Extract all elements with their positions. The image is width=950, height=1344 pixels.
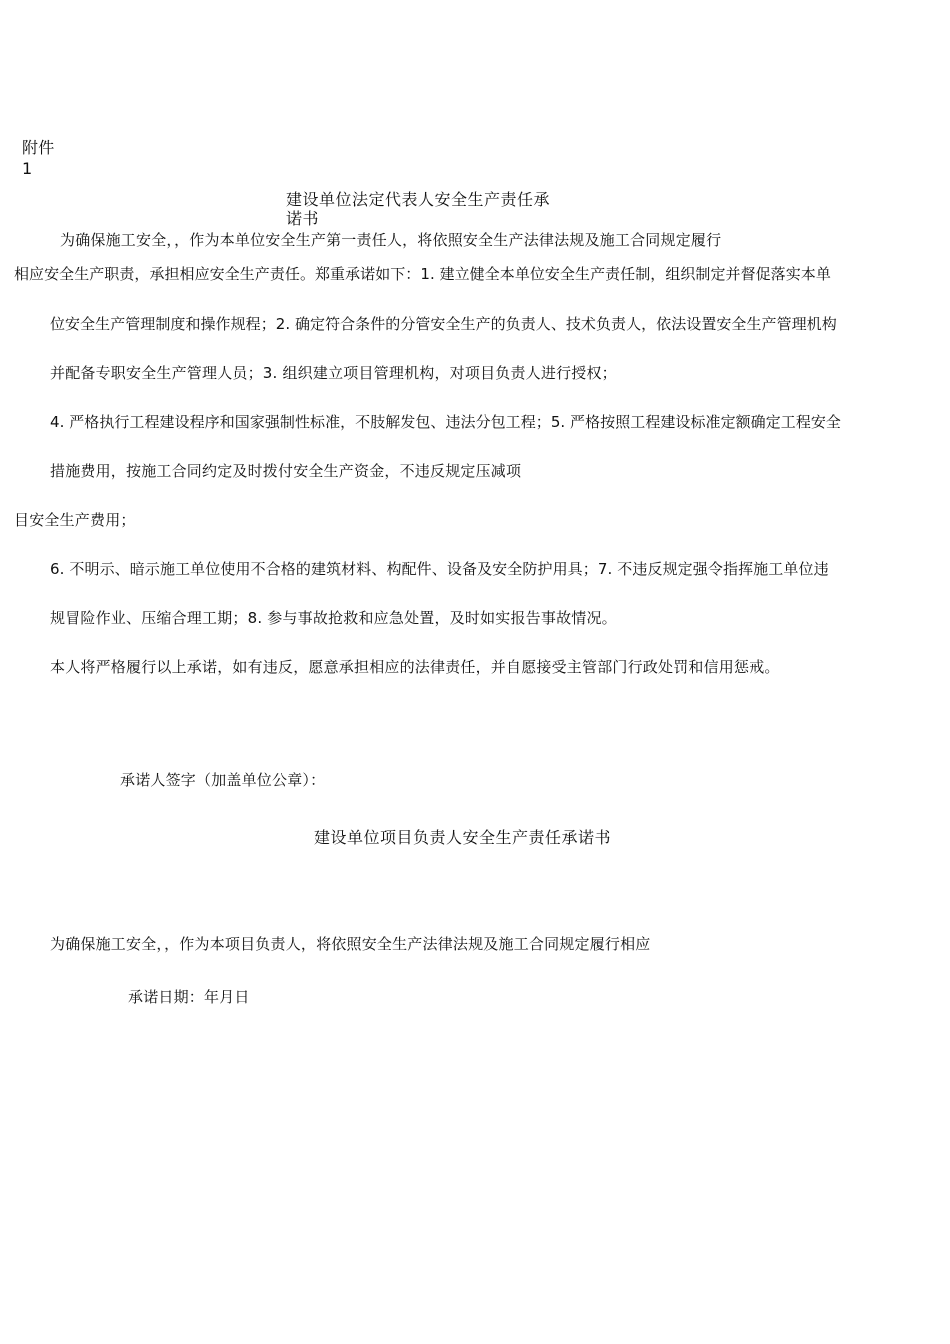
attachment-label: 附件 <box>22 138 55 157</box>
paragraph-line: 相应安全生产职责，承担相应安全生产责任。郑重承诺如下：1. 建立健全本单位安全生产责任制，组织制定并督促落实本单 <box>14 265 831 283</box>
paragraph-line: 目安全生产费用； <box>14 511 136 529</box>
signature-label: 承诺人签字（加盖单位公章）： <box>120 771 326 789</box>
paragraph-line: 为确保施工安全，，作为本单位安全生产第一责任人，将依照安全生产法律法规及施工合同规定履行 <box>60 231 722 249</box>
paragraph-line: 6. 不明示、暗示施工单位使用不合格的建筑材料、构配件、设备及安全防护用具；7. 不违反规定强令指挥施工单位违 <box>50 560 829 578</box>
paragraph-line: 位安全生产管理制度和操作规程；2. 确定符合条件的分管安全生产的负责人、技术负责人，依法设置安全生产管理机构 <box>50 315 837 333</box>
section2-intro-line: 为确保施工安全，，作为本项目负责人，将依照安全生产法律法规及施工合同规定履行相应 <box>50 935 651 953</box>
paragraph-line: 并配备专职安全生产管理人员；3. 组织建立项目管理机构，对项目负责人进行授权； <box>50 364 617 382</box>
attachment-number: 1 <box>22 159 33 178</box>
section2-title: 建设单位项目负责人安全生产责任承诺书 <box>314 828 612 847</box>
date-label: 承诺日期：年月日 <box>128 988 250 1006</box>
paragraph-line: 规冒险作业、压缩合理工期；8. 参与事故抢救和应急处置，及时如实报告事故情况。 <box>50 609 617 627</box>
paragraph-line: 本人将严格履行以上承诺，如有违反，愿意承担相应的法律责任，并自愿接受主管部门行政处罚和信用惩戒。 <box>50 658 780 676</box>
section1-title-line2: 诺书 <box>286 209 320 228</box>
paragraph-line: 措施费用，按施工合同约定及时拨付安全生产资金，不违反规定压减项 <box>50 462 522 480</box>
section1-title-line1: 建设单位法定代表人安全生产责任承 <box>286 190 551 209</box>
paragraph-line: 4. 严格执行工程建设程序和国家强制性标准，不肢解发包、违法分包工程；5. 严格按照工程建设标准定额确定工程安全 <box>50 413 841 431</box>
